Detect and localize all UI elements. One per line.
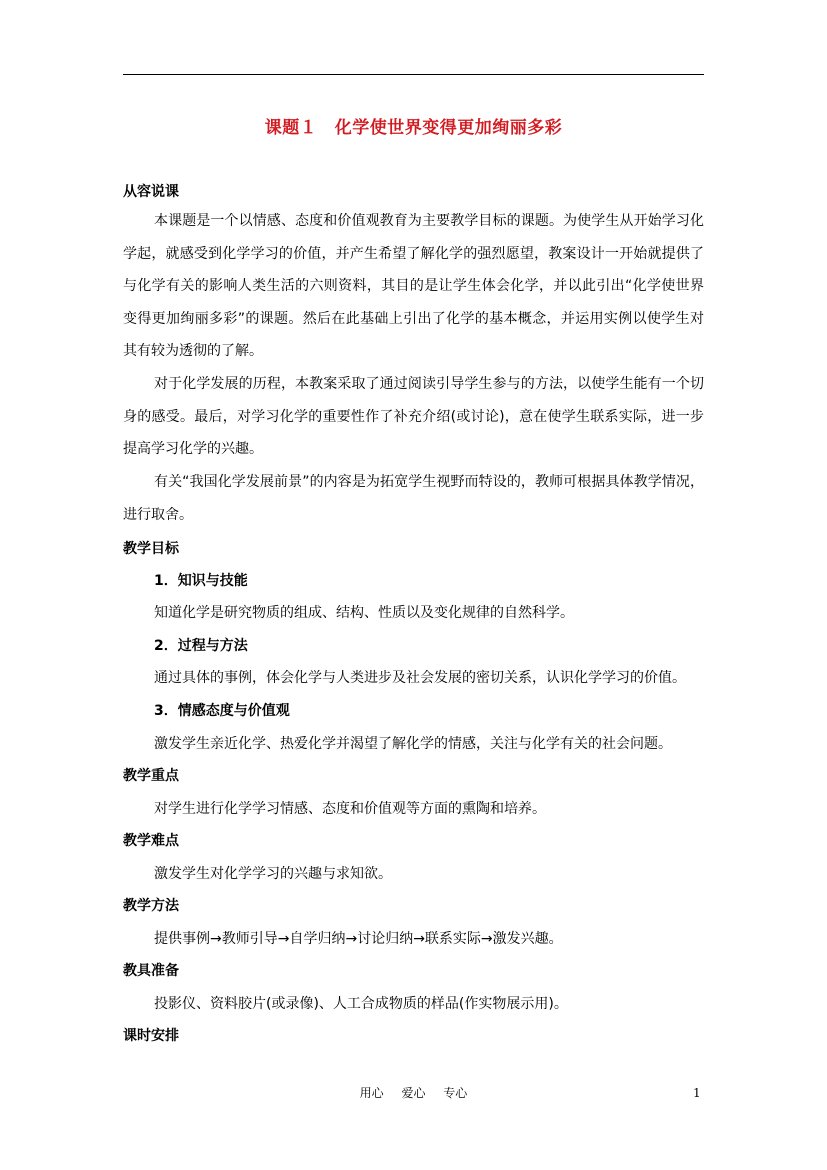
difficulties-text: 激发学生对化学学习的兴趣与求知欲。: [154, 866, 392, 882]
section-heading-goals: 教学目标: [123, 541, 179, 557]
goal-text-3: 激发学生亲近化学、热爱化学并渴望了解化学的情感，关注与化学有关的社会问题。: [154, 736, 672, 752]
goal-label-2: 2．过程与方法: [154, 638, 248, 654]
key-points-text: 对学生进行化学学习情感、态度和价值观等方面的熏陶和培养。: [154, 801, 546, 817]
goal-label-1: 1．知识与技能: [154, 573, 248, 589]
document-title: 课题１ 化学使世界变得更加绚丽多彩: [264, 118, 563, 138]
goal-label-3: 3．情感态度与价值观: [154, 703, 290, 719]
page-number: 1: [693, 1086, 701, 1100]
methods-text: 提供事例→教师引导→自学归纳→讨论归纳→联系实际→激发兴趣。: [154, 931, 563, 947]
goal-text-2: 通过具体的事例，体会化学与人类进步及社会发展的密切关系，认识化学学习的价值。: [154, 670, 686, 686]
section-heading-schedule: 课时安排: [123, 1028, 179, 1044]
intro-paragraph-2: 对于化学发展的历程，本教案采取了通过阅读引导学生参与的方法，以使学生能有一个切身的感受。最后，对学习化学的重要性作了补充介绍(或讨论)，意在使学生联系实际，进一步提高学习化学的兴趣。: [123, 376, 704, 458]
intro-paragraph-1: 本课题是一个以情感、态度和价值观教育为主要教学目标的课题。为使学生从开始学习化学起，就感受到化学学习的价值，并产生希望了解化学的强烈愿望，教案设计一开始就提供了与化学有关的影响人类生活的六则资料，其目的是让学生体会化学，并以此引出“化学使世界变得更加绚丽多彩”的课题。然后在此基础上引出了化学的基本概念，并运用实例以使学生对其有较为透彻的了解。: [123, 213, 704, 360]
intro-paragraph-3: 有关“我国化学发展前景”的内容是为拓宽学生视野而特设的，教师可根据具体教学情况，进行取舍。: [123, 474, 704, 523]
footer-motto: 用心 爱心 专心: [359, 1086, 468, 1100]
section-heading-materials: 教具准备: [123, 963, 179, 979]
header-rule: [123, 74, 704, 75]
section-heading-difficulties: 教学难点: [123, 833, 179, 849]
section-heading-intro: 从容说课: [123, 184, 179, 200]
section-heading-key-points: 教学重点: [123, 768, 179, 784]
goal-text-1: 知道化学是研究物质的组成、结构、性质以及变化规律的自然科学。: [154, 605, 574, 621]
materials-text: 投影仪、资料胶片(或录像)、人工合成物质的样品(作实物展示用)。: [154, 996, 568, 1012]
section-heading-methods: 教学方法: [123, 898, 179, 914]
